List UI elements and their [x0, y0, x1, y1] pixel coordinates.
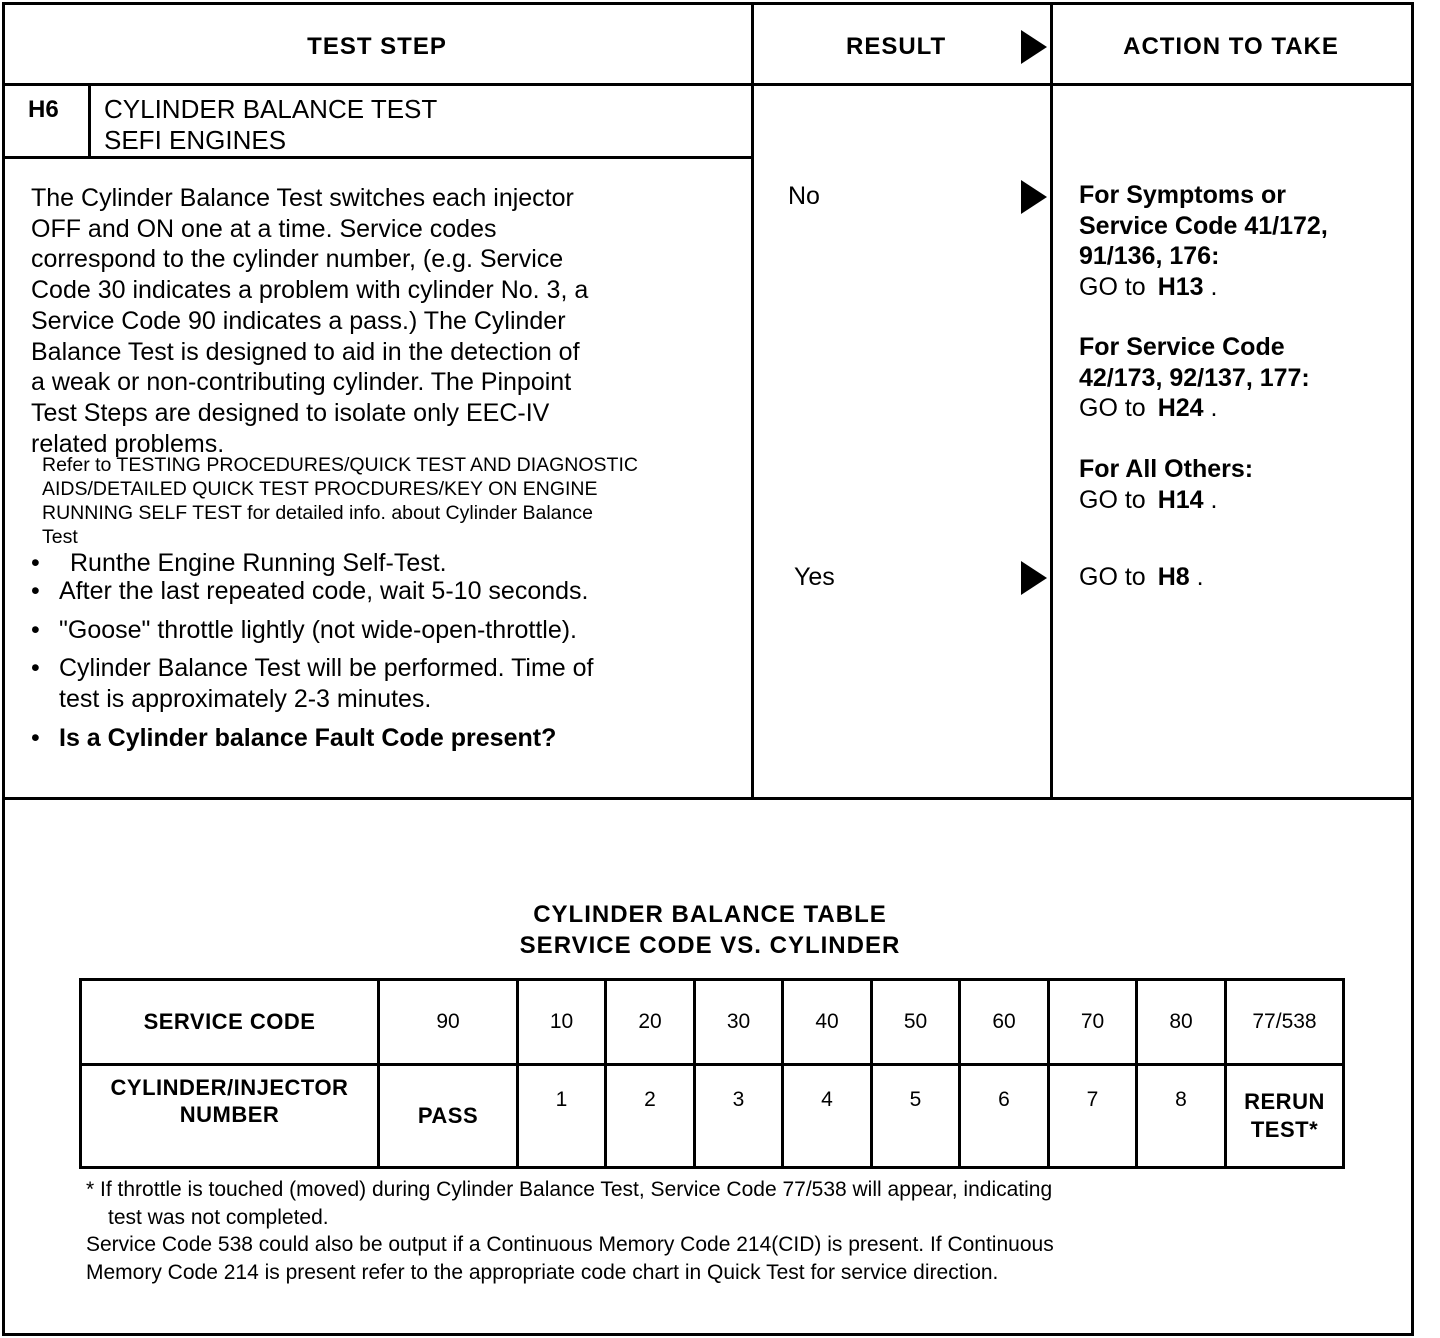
goto-code: H13 — [1157, 272, 1204, 301]
cylinder-label-line-1: CYLINDER/INJECTOR — [110, 1075, 349, 1100]
reference-note-line: AIDS/DETAILED QUICK TEST PROCDURES/KEY ON ENGINE — [42, 478, 598, 500]
cylinder-cell: 1 — [518, 1065, 606, 1168]
service-code-cell: 77/538 — [1226, 980, 1344, 1065]
section-divider — [2, 797, 1412, 800]
bullet-5-question: Is a Cylinder balance Fault Code present? — [59, 724, 557, 752]
service-code-cell: 40 — [783, 980, 872, 1065]
reference-note — [42, 453, 754, 549]
service-code-cell: 80 — [1137, 980, 1226, 1065]
action-service-code-line-1: For Service Code — [1079, 333, 1285, 361]
header-action: ACTION TO TAKE — [1123, 33, 1339, 60]
reference-note-line: Refer to TESTING PROCEDURES/QUICK TEST AND DIAGNOSTIC — [42, 454, 638, 476]
bullet-2: After the last repeated code, wait 5-10 seconds. — [59, 577, 589, 605]
action-goto-h13 — [1079, 272, 1328, 303]
result-no: No — [788, 182, 820, 210]
description-line: Service Code 90 indicates a pass.) The Cylinder — [31, 306, 566, 335]
goto-period: . — [1196, 563, 1204, 591]
goto-period: . — [1210, 394, 1218, 422]
service-code-label: SERVICE CODE — [81, 980, 379, 1065]
footnote-throttle-line-1: * If throttle is touched (moved) during Cylinder Balance Test, Service Code 77/538 will appear, indicating — [86, 1178, 1053, 1201]
description-line: related problems. — [31, 429, 225, 458]
cylinder-cell: 7 — [1049, 1065, 1137, 1168]
goto-text: GO to — [1079, 563, 1146, 591]
reference-note-line: RUNNING SELF TEST for detailed info. about Cylinder Balance — [42, 502, 593, 524]
goto-code: H24 — [1157, 394, 1204, 422]
header-divider — [2, 83, 1412, 86]
step-title — [104, 94, 437, 156]
goto-code: H8 — [1157, 563, 1190, 591]
action-yes-goto-h8 — [1079, 562, 1204, 593]
bullet-dot-icon: • — [31, 724, 40, 752]
bullet-4-line-2: test is approximately 2-3 minutes. — [59, 685, 432, 713]
cylinder-balance-table — [79, 978, 1345, 1169]
cylinder-cell: 3 — [695, 1065, 783, 1168]
description-line: Balance Test is designed to aid in the detection of — [31, 337, 580, 366]
header-result: RESULT — [846, 33, 947, 60]
cylinder-label-line-2: NUMBER — [179, 1102, 280, 1127]
header-test-step: TEST STEP — [307, 33, 447, 60]
service-code-cell: 20 — [606, 980, 695, 1065]
action-service-code-block — [1079, 332, 1310, 424]
goto-period: . — [1210, 272, 1218, 301]
table-title — [0, 899, 1420, 961]
footnote-throttle-line-2: test was not completed. — [108, 1206, 329, 1229]
table-row-cylinder — [81, 1065, 1344, 1168]
table-row-service-code — [81, 980, 1344, 1065]
cylinder-cell: 4 — [783, 1065, 872, 1168]
description-paragraph — [31, 183, 746, 459]
goto-text: GO to — [1079, 272, 1146, 301]
action-symptoms-line-2: Service Code 41/172, — [1079, 211, 1328, 240]
column-divider-1 — [751, 2, 754, 799]
cylinder-cell: 5 — [872, 1065, 960, 1168]
cylinder-cell-pass: PASS — [379, 1065, 518, 1168]
bullet-4-line-1: Cylinder Balance Test will be performed. Time of — [59, 654, 594, 682]
action-all-others-block — [1079, 454, 1253, 515]
footnote-memory-line-2: Memory Code 214 is present refer to the appropriate code chart in Quick Test for service direction. — [86, 1261, 999, 1284]
action-symptoms-line-3: 91/136, 176: — [1079, 242, 1220, 270]
step-title-line-2: SEFI ENGINES — [104, 125, 287, 155]
service-code-cell: 90 — [379, 980, 518, 1065]
column-divider-2 — [1050, 2, 1053, 799]
bullet-dot-icon: • — [31, 577, 40, 605]
step-id-divider — [88, 83, 91, 158]
description-line: The Cylinder Balance Test switches each injector — [31, 184, 574, 212]
action-goto-h14 — [1079, 485, 1253, 516]
rerun-test-cell — [1226, 1065, 1344, 1168]
step-id: H6 — [28, 96, 59, 123]
service-code-cell: 50 — [872, 980, 960, 1065]
footnote-memory-line-1: Service Code 538 could also be output if a Continuous Memory Code 214(CID) is present. If Continuous — [86, 1233, 1054, 1256]
result-no-arrow-icon — [1021, 180, 1047, 214]
description-line: Test Steps are designed to isolate only EEC-IV — [31, 398, 550, 427]
cylinder-cell: 6 — [960, 1065, 1049, 1168]
rerun-line-2: TEST* — [1250, 1117, 1319, 1142]
result-yes: Yes — [794, 563, 835, 591]
description-line: correspond to the cylinder number, (e.g. Service — [31, 245, 564, 274]
action-all-others-line-1: For All Others: — [1079, 455, 1254, 483]
bullet-dot-icon: • — [31, 549, 40, 577]
action-service-code-line-2: 42/173, 92/137, 177: — [1079, 363, 1310, 392]
service-code-cell: 60 — [960, 980, 1049, 1065]
step-title-divider — [2, 156, 754, 159]
cylinder-cell: 8 — [1137, 1065, 1226, 1168]
bullet-3: "Goose" throttle lightly (not wide-open-throttle). — [59, 616, 577, 644]
description-line: OFF and ON one at a time. Service codes — [31, 214, 497, 243]
reference-note-line: Test — [42, 526, 78, 548]
action-goto-h24 — [1079, 393, 1310, 424]
cylinder-cell: 2 — [606, 1065, 695, 1168]
footnote-throttle — [86, 1176, 1336, 1232]
table-title-line-2: SERVICE CODE VS. CYLINDER — [519, 932, 901, 959]
service-code-cell: 10 — [518, 980, 606, 1065]
description-line: a weak or non-contributing cylinder. The Pinpoint — [31, 368, 572, 397]
action-symptoms-block — [1079, 180, 1328, 302]
service-code-cell: 70 — [1049, 980, 1137, 1065]
description-line: Code 30 indicates a problem with cylinder No. 3, a — [31, 276, 589, 305]
goto-text: GO to — [1079, 394, 1146, 422]
bullet-dot-icon: • — [31, 654, 40, 682]
bullet-1: Runthe Engine Running Self-Test. — [70, 549, 447, 577]
action-symptoms-line-1: For Symptoms or — [1079, 181, 1286, 209]
footnote-continuous-memory — [86, 1231, 1336, 1287]
service-code-cell: 30 — [695, 980, 783, 1065]
cylinder-label — [81, 1065, 379, 1168]
step-title-line-1: CYLINDER BALANCE TEST — [104, 94, 438, 124]
result-yes-arrow-icon — [1021, 561, 1047, 595]
table-title-line-1: CYLINDER BALANCE TABLE — [533, 901, 887, 928]
result-arrow-icon — [1021, 30, 1047, 64]
goto-text: GO to — [1079, 485, 1146, 514]
goto-code: H14 — [1157, 485, 1204, 514]
goto-period: . — [1210, 485, 1218, 514]
rerun-line-1: RERUN — [1244, 1089, 1325, 1114]
bullet-dot-icon: • — [31, 616, 40, 644]
